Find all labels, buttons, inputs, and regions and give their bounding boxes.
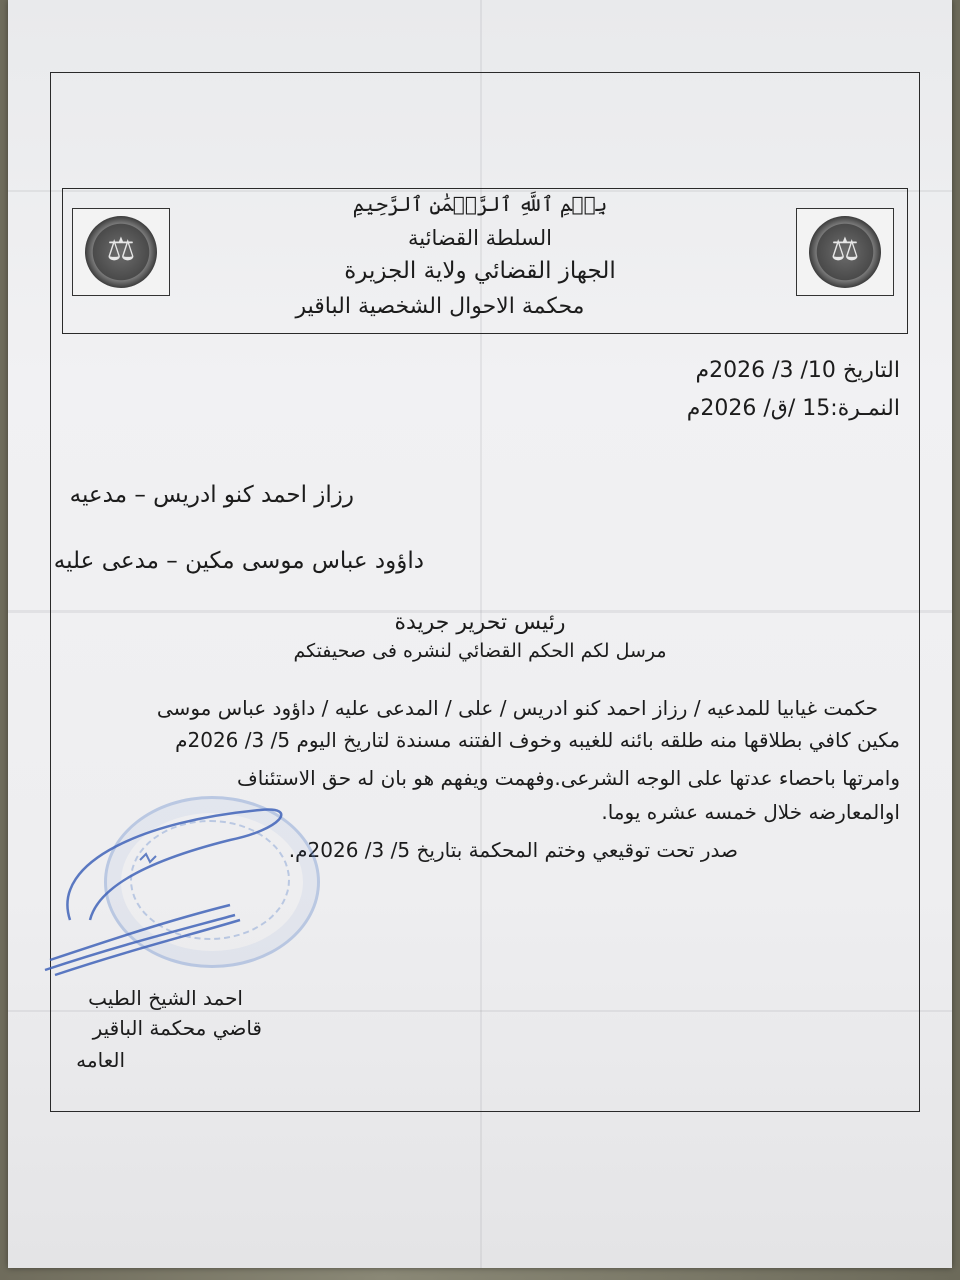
ruling-line: اوالمعارضه خلال خمسه عشره يوما. bbox=[601, 800, 900, 824]
defendant: داؤود عباس موسى مكين – مدعى عليه bbox=[53, 548, 424, 574]
scales-of-justice-icon bbox=[809, 216, 881, 288]
judge-name: احمد الشيخ الطيب bbox=[88, 986, 243, 1010]
issued-line: صدر تحت توقيعي وختم المحكمة بتاريخ 5/ 3/ 2026م. bbox=[288, 838, 738, 862]
document-number: النمـرة:15 /ق/ 2026م bbox=[686, 396, 900, 421]
judge-title: قاضي محكمة الباقير bbox=[92, 1016, 262, 1040]
ruling-line: مكين كافي بطلاقها منه طلقه بائنه للغيبه وخوف الفتنه مسندة لتاريخ اليوم 5/ 3/ 2026م bbox=[175, 728, 900, 752]
addressee-title: رئيس تحرير جريدة bbox=[394, 610, 566, 635]
judiciary-body-title: الجهاز القضائي ولاية الجزيرة bbox=[344, 258, 616, 284]
judiciary-logo-left bbox=[72, 208, 170, 296]
scales-of-justice-icon bbox=[85, 216, 157, 288]
judiciary-logo-right bbox=[796, 208, 894, 296]
judge-title-line2: العامه bbox=[76, 1048, 125, 1072]
ruling-line: حكمت غيابيا للمدعيه / رزاز احمد كنو ادريس / على / المدعى عليه / داؤود عباس موسى bbox=[156, 696, 878, 720]
document-date: التاريخ 10/ 3/ 2026م bbox=[695, 358, 900, 383]
basmala: بِسۡمِ ٱللَّهِ ٱلرَّحۡمَٰنِ ٱلرَّحِيمِ bbox=[352, 192, 608, 216]
plaintiff: رزاز احمد كنو ادريس – مدعيه bbox=[69, 482, 354, 508]
addressee-note: مرسل لكم الحكم القضائي لنشره فى صحيفتكم bbox=[293, 640, 667, 662]
authority-title: السلطة القضائية bbox=[408, 226, 552, 250]
judge-signature bbox=[30, 770, 330, 990]
court-name: محكمة الاحوال الشخصية الباقير bbox=[295, 294, 585, 319]
ruling-line: وامرتها باحصاء عدتها على الوجه الشرعى.وفهمت ويفهم هو بان له حق الاستئناف bbox=[237, 766, 900, 790]
